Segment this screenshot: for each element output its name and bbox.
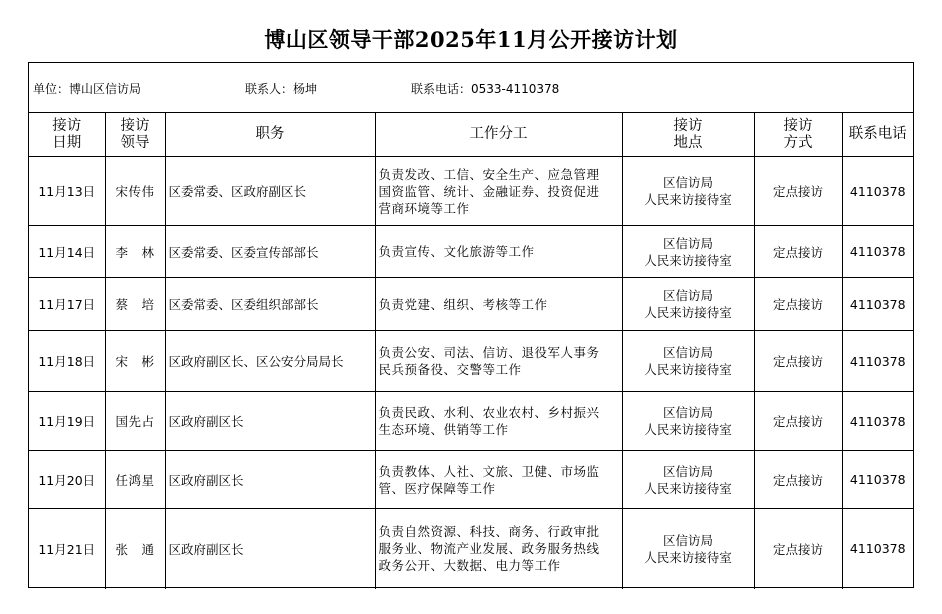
header-mode: 接访 方式 [754,113,842,157]
cell-position: 区委常委、区政府副区长 [165,157,375,226]
table-row [29,278,913,331]
cell-mode: 定点接访 [754,331,842,392]
cell-place: 区信访局 人民来访接待室 [622,392,754,451]
cell-tel: 4110378 [842,451,913,509]
table-row [29,226,913,278]
cell-tel: 4110378 [842,509,913,589]
table-row [29,331,913,392]
cell-place: 区信访局 人民来访接待室 [622,331,754,392]
page-title: 博山区领导干部2025年11月公开接访计划 [264,27,678,52]
info-bar [29,63,913,113]
cell-date: 11月14日 [29,226,105,278]
cell-duty: 负责自然资源、科技、商务、行政审批 服务业、物流产业发展、政务服务热线 政务公开、大数据、电力等工作 [375,509,622,589]
table-row [29,157,913,226]
cell-place: 区信访局 人民来访接待室 [622,509,754,589]
contact-text: 联系人：杨坤 [245,82,318,96]
cell-date: 11月19日 [29,392,105,451]
cell-position: 区政府副区长 [165,509,375,589]
cell-tel: 4110378 [842,331,913,392]
cell-mode: 定点接访 [754,451,842,509]
cell-leader: 国先占 [105,392,165,451]
cell-position: 区政府副区长、区公安分局局长 [165,331,375,392]
header-row [29,113,913,157]
cell-duty: 负责民政、水利、农业农村、乡村振兴 生态环境、供销等工作 [375,392,622,451]
cell-mode: 定点接访 [754,226,842,278]
cell-date: 11月18日 [29,331,105,392]
cell-date: 11月13日 [29,157,105,226]
cell-date: 11月21日 [29,509,105,589]
cell-leader: 宋 彬 [105,331,165,392]
cell-tel: 4110378 [842,392,913,451]
cell-duty: 负责发改、工信、安全生产、应急管理 国资监管、统计、金融证券、投资促进 营商环境等工作 [375,157,622,226]
cell-mode: 定点接访 [754,157,842,226]
cell-leader: 蔡 培 [105,278,165,331]
table-row [29,392,913,451]
cell-place: 区信访局 人民来访接待室 [622,451,754,509]
header-tel: 联系电话 [842,113,913,157]
table-row [29,509,913,589]
header-leader: 接访 领导 [105,113,165,157]
cell-duty: 负责党建、组织、考核等工作 [375,278,622,331]
cell-tel: 4110378 [842,278,913,331]
schedule-table [29,112,913,589]
cell-tel: 4110378 [842,157,913,226]
schedule-sheet [28,62,914,588]
cell-leader: 宋传伟 [105,157,165,226]
cell-position: 区政府副区长 [165,392,375,451]
cell-mode: 定点接访 [754,278,842,331]
cell-mode: 定点接访 [754,392,842,451]
cell-mode: 定点接访 [754,509,842,589]
cell-position: 区委常委、区委组织部部长 [165,278,375,331]
cell-position: 区委常委、区委宣传部部长 [165,226,375,278]
cell-duty: 负责宣传、文化旅游等工作 [375,226,622,278]
header-duty: 工作分工 [375,113,622,157]
cell-duty: 负责公安、司法、信访、退役军人事务 民兵预备役、交警等工作 [375,331,622,392]
cell-date: 11月17日 [29,278,105,331]
header-position: 职务 [165,113,375,157]
cell-position: 区政府副区长 [165,451,375,509]
phone-text: 联系电话：0533-4110378 [411,82,560,96]
table-row [29,451,913,509]
unit-text: 单位：博山区信访局 [33,82,142,96]
cell-place: 区信访局 人民来访接待室 [622,278,754,331]
cell-date: 11月20日 [29,451,105,509]
cell-leader: 李 林 [105,226,165,278]
cell-leader: 张 通 [105,509,165,589]
header-date: 接访 日期 [29,113,105,157]
header-place: 接访 地点 [622,113,754,157]
cell-place: 区信访局 人民来访接待室 [622,157,754,226]
cell-place: 区信访局 人民来访接待室 [622,226,754,278]
cell-leader: 任鸿星 [105,451,165,509]
cell-duty: 负责教体、人社、文旅、卫健、市场监 管、医疗保障等工作 [375,451,622,509]
cell-tel: 4110378 [842,226,913,278]
